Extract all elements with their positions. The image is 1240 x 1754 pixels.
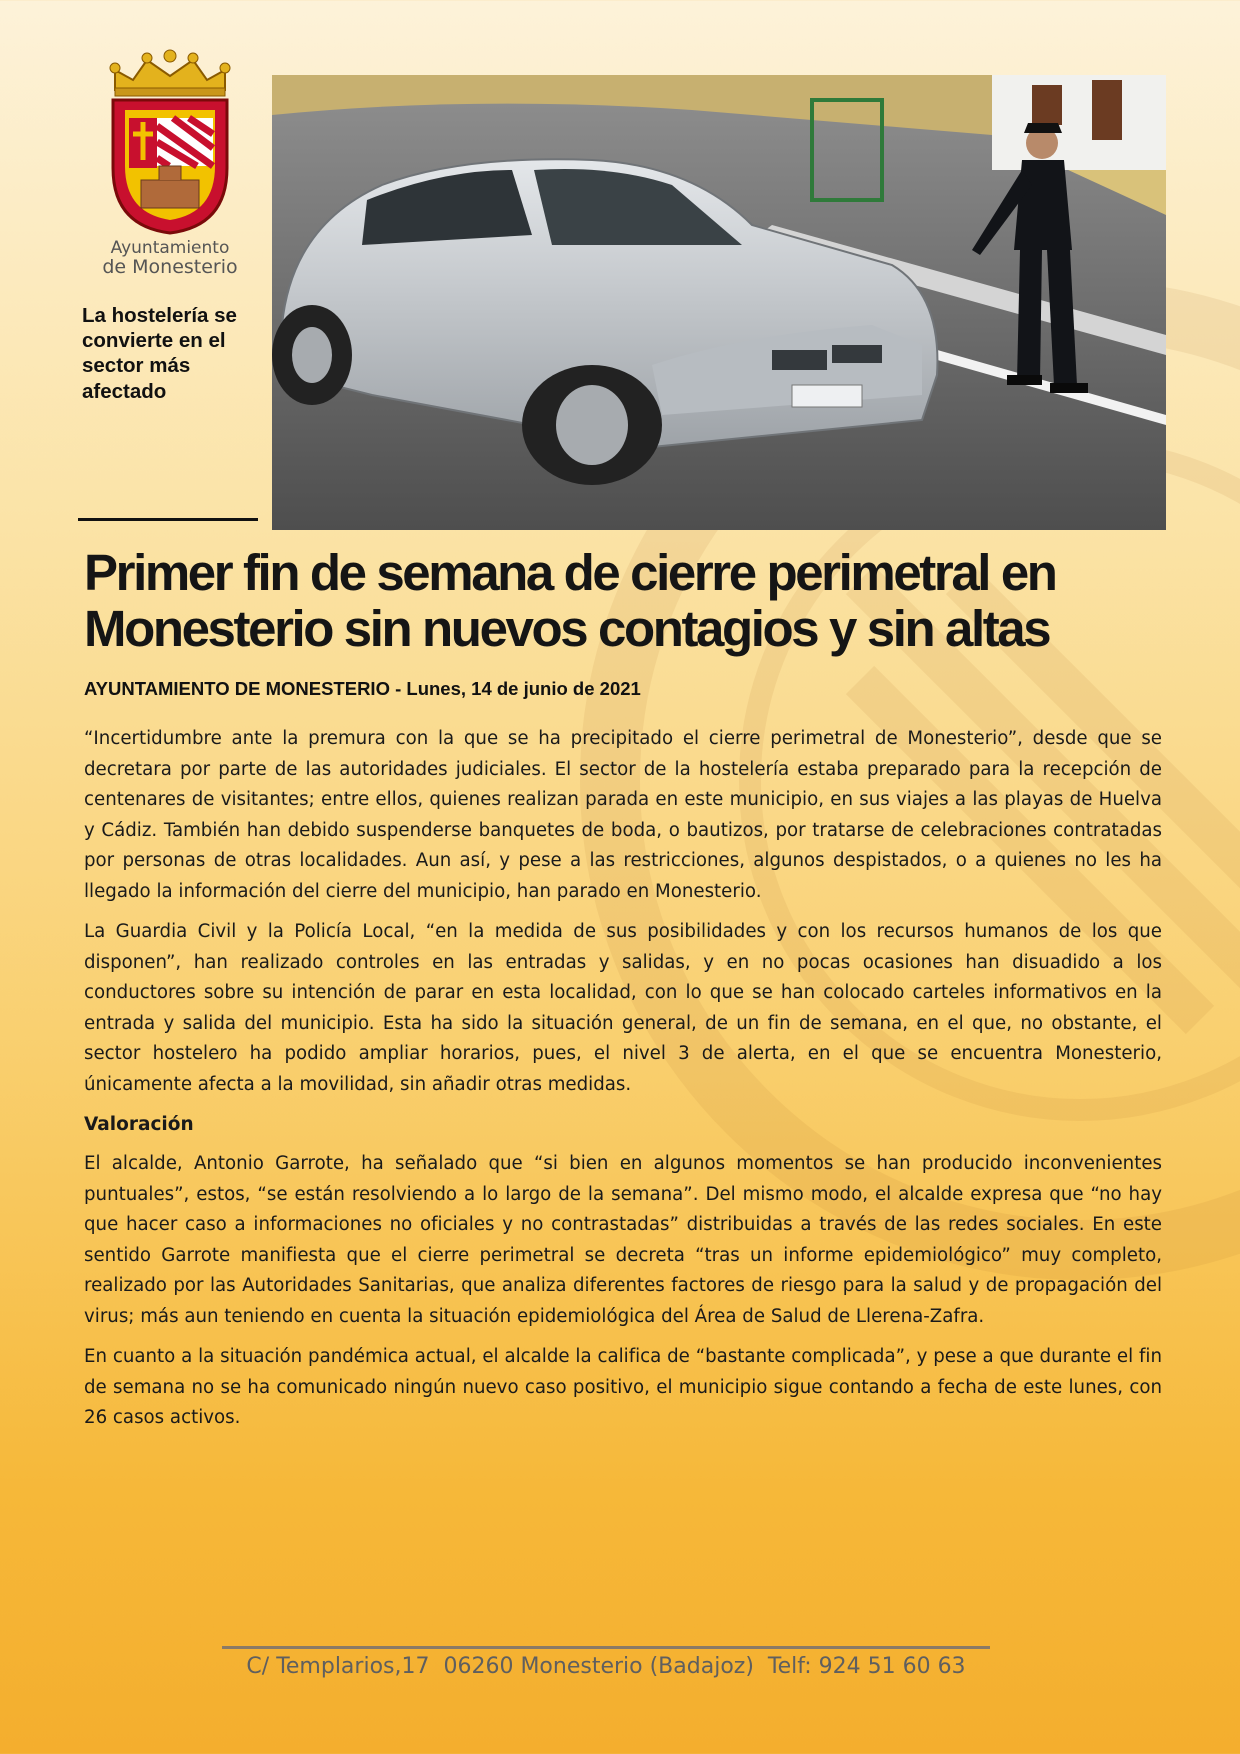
car-checkpoint-photo	[272, 75, 1166, 530]
sidebar-divider	[78, 518, 258, 521]
article-byline: AYUNTAMIENTO DE MONESTERIO - Lunes, 14 de junio de 2021	[84, 678, 641, 699]
footer-address: C/ Templarios,17 06260 Monesterio (Badajoz) Telf: 924 51 60 63	[246, 1654, 966, 1679]
sidebar-caption: La hostelería se convierte en el sector más afectado	[82, 304, 237, 403]
logo-text-line1: Ayuntamiento	[110, 238, 230, 258]
article-photo	[272, 75, 1166, 530]
article-paragraph-1: “Incertidumbre ante la premura con la que se ha precipitado el cierre perimetral de Monesterio”, desde que se decretara por parte de las autoridades judiciales. El sector de la hostelería estaba preparado para la recepción de centenares de visitantes; entre ellos, quienes realizan parada en este municipio, en sus viajes a las playas de Huelva y Cádiz. También han debido suspenderse banquetes de boda, o bautizos, por tratarse de celebraciones contratadas por personas de otras localidades. Aun así, y pese a las restricciones, algunos despistados, o a quienes no les ha llegado la información del cierre del municipio, han parado en Monesterio.	[84, 728, 1162, 902]
article-headline: Primer fin de semana de cierre perimetral en Monesterio sin nuevos contagios y sin altas	[84, 544, 1056, 658]
logo-text-line2: de Monesterio	[102, 255, 238, 278]
article-body	[84, 724, 1162, 1444]
municipality-logo	[95, 48, 245, 288]
article-subheading: Valoración	[84, 1114, 194, 1135]
article-paragraph-3: El alcalde, Antonio Garrote, ha señalado que “si bien en algunos momentos se han producido inconvenientes puntuales”, estos, “se están resolviendo a lo largo de la semana”. Del mismo modo, el alcalde expresa que “no hay que hacer caso a informaciones no oficiales y no contrastadas” distribuidas a través de las redes sociales. En este sentido Garrote manifiesta que el cierre perimetral se decreta “tras un informe epidemiológico” muy completo, realizado por las Autoridades Sanitarias, que analiza diferentes factores de riesgo para la salud y de propagación del virus; más aun teniendo en cuenta la situación epidemiológica del Área de Salud de Llerena-Zafra.	[84, 1153, 1162, 1327]
article-paragraph-2: La Guardia Civil y la Policía Local, “en la medida de sus posibilidades y con los recursos humanos de los que disponen”, han realizado controles en las entradas y salidas, y en no pocas ocasiones han disuadido a los conductores sobre su intención de parar en esta localidad, con lo que se han colocado carteles informativos en la entrada y salida del municipio. Esta ha sido la situación general, de un fin de semana, en el que, no obstante, el sector hostelero ha podido ampliar horarios, pues, el nivel 3 de alerta, en el que se encuentra Monesterio, únicamente afecta a la movilidad, sin añadir otras medidas.	[84, 921, 1162, 1095]
footer-divider	[222, 1646, 990, 1649]
coat-of-arms-icon	[95, 48, 245, 238]
article-paragraph-4: En cuanto a la situación pandémica actual, el alcalde la califica de “bastante complicada”, y pese a que durante el fin de semana no se ha comunicado ningún nuevo caso positivo, el municipio sigue contando a fecha de este lunes, con 26 casos activos.	[84, 1346, 1162, 1428]
